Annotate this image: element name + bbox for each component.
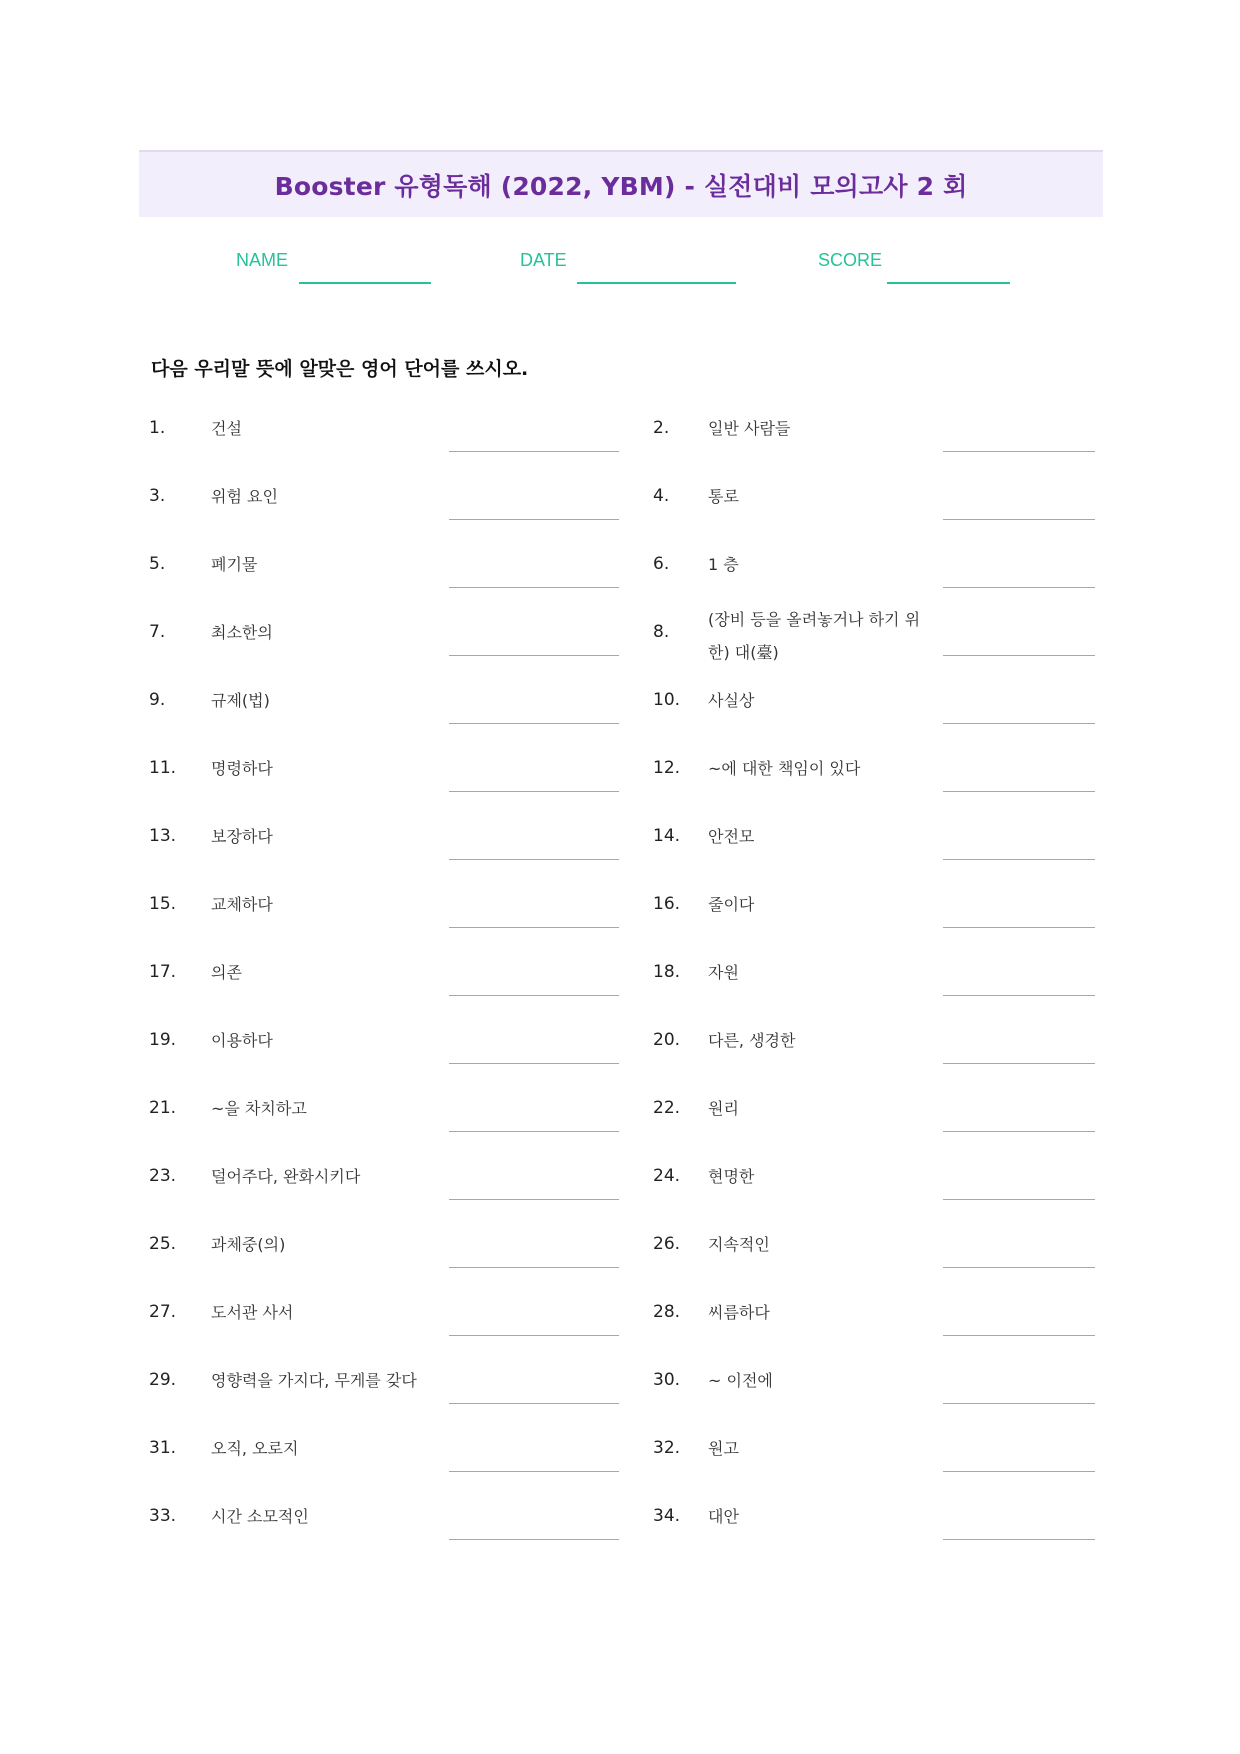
korean-meaning: ~ 이전에 bbox=[708, 1371, 773, 1390]
item-number: 8. bbox=[653, 622, 670, 642]
item-number: 10. bbox=[653, 690, 681, 710]
item-number: 6. bbox=[653, 554, 670, 574]
korean-meaning: 대안 bbox=[708, 1507, 739, 1526]
item-number: 11. bbox=[149, 758, 177, 778]
item-number: 21. bbox=[149, 1098, 177, 1118]
korean-meaning: 최소한의 bbox=[211, 623, 273, 642]
item-number: 28. bbox=[653, 1302, 681, 1322]
korean-meaning: 명령하다 bbox=[211, 759, 273, 778]
answer-line[interactable] bbox=[943, 1539, 1095, 1540]
korean-meaning: 일반 사람들 bbox=[708, 419, 791, 438]
item-number: 9. bbox=[149, 690, 166, 710]
date-label: DATE bbox=[520, 250, 567, 270]
item-number: 24. bbox=[653, 1166, 681, 1186]
answer-line[interactable] bbox=[449, 1403, 619, 1404]
answer-line[interactable] bbox=[449, 1335, 619, 1336]
answer-line[interactable] bbox=[943, 1131, 1095, 1132]
answer-line[interactable] bbox=[943, 995, 1095, 996]
answer-line[interactable] bbox=[449, 451, 619, 452]
answer-line[interactable] bbox=[449, 859, 619, 860]
answer-line[interactable] bbox=[449, 1539, 619, 1540]
item-number: 22. bbox=[653, 1098, 681, 1118]
answer-line[interactable] bbox=[943, 1267, 1095, 1268]
item-number: 30. bbox=[653, 1370, 681, 1390]
korean-meaning: 의존 bbox=[211, 963, 242, 982]
korean-meaning: ~을 차치하고 bbox=[211, 1099, 307, 1118]
answer-line[interactable] bbox=[943, 791, 1095, 792]
korean-meaning: 원고 bbox=[708, 1439, 739, 1458]
answer-line[interactable] bbox=[943, 1403, 1095, 1404]
korean-meaning: 줄이다 bbox=[708, 895, 755, 914]
item-number: 2. bbox=[653, 418, 670, 438]
korean-meaning: 위험 요인 bbox=[211, 487, 278, 506]
instruction-text: 다음 우리말 뜻에 알맞은 영어 단어를 쓰시오. bbox=[151, 358, 529, 380]
korean-meaning: 현명한 bbox=[708, 1167, 755, 1186]
korean-meaning: 건설 bbox=[211, 419, 242, 438]
answer-line[interactable] bbox=[449, 791, 619, 792]
answer-line[interactable] bbox=[449, 1267, 619, 1268]
answer-line[interactable] bbox=[943, 1063, 1095, 1064]
title-banner bbox=[139, 150, 1103, 217]
answer-line[interactable] bbox=[449, 655, 619, 656]
item-number: 17. bbox=[149, 962, 177, 982]
item-number: 25. bbox=[149, 1234, 177, 1254]
korean-meaning: 폐기물 bbox=[211, 555, 258, 574]
korean-meaning: 1 층 bbox=[708, 555, 739, 574]
item-number: 4. bbox=[653, 486, 670, 506]
answer-line[interactable] bbox=[449, 587, 619, 588]
answer-line[interactable] bbox=[449, 1199, 619, 1200]
answer-line[interactable] bbox=[943, 1471, 1095, 1472]
item-number: 27. bbox=[149, 1302, 177, 1322]
korean-meaning: 이용하다 bbox=[211, 1031, 273, 1050]
answer-line[interactable] bbox=[943, 1199, 1095, 1200]
name-field[interactable] bbox=[299, 282, 431, 284]
item-number: 16. bbox=[653, 894, 681, 914]
answer-line[interactable] bbox=[943, 519, 1095, 520]
answer-line[interactable] bbox=[449, 519, 619, 520]
korean-meaning: 과체중(의) bbox=[211, 1235, 286, 1254]
item-number: 34. bbox=[653, 1506, 681, 1526]
korean-meaning: 통로 bbox=[708, 487, 739, 506]
item-number: 1. bbox=[149, 418, 166, 438]
item-number: 12. bbox=[653, 758, 681, 778]
answer-line[interactable] bbox=[943, 587, 1095, 588]
korean-meaning: 교체하다 bbox=[211, 895, 273, 914]
answer-line[interactable] bbox=[943, 927, 1095, 928]
korean-meaning: 지속적인 bbox=[708, 1235, 770, 1254]
korean-meaning: 안전모 bbox=[708, 827, 755, 846]
score-label: SCORE bbox=[818, 250, 883, 270]
korean-meaning: 도서관 사서 bbox=[211, 1303, 294, 1322]
korean-meaning: 영향력을 가지다, 무게를 갖다 bbox=[211, 1371, 417, 1390]
item-number: 13. bbox=[149, 826, 177, 846]
answer-line[interactable] bbox=[943, 655, 1095, 656]
item-number: 20. bbox=[653, 1030, 681, 1050]
item-number: 33. bbox=[149, 1506, 177, 1526]
answer-line[interactable] bbox=[943, 451, 1095, 452]
korean-meaning: ~에 대한 책임이 있다 bbox=[708, 759, 861, 778]
item-number: 15. bbox=[149, 894, 177, 914]
item-number: 18. bbox=[653, 962, 681, 982]
korean-meaning: 규제(법) bbox=[211, 691, 270, 710]
item-number: 32. bbox=[653, 1438, 681, 1458]
page-title: Booster 유형독해 (2022, YBM) - 실전대비 모의고사 2 회 bbox=[274, 171, 968, 201]
answer-line[interactable] bbox=[943, 1335, 1095, 1336]
korean-meaning: 오직, 오로지 bbox=[211, 1439, 299, 1458]
korean-meaning: 시간 소모적인 bbox=[211, 1507, 309, 1526]
korean-meaning: 원리 bbox=[708, 1099, 739, 1118]
answer-line[interactable] bbox=[449, 723, 619, 724]
korean-meaning: 다른, 생경한 bbox=[708, 1031, 796, 1050]
korean-meaning: 사실상 bbox=[708, 691, 755, 710]
answer-line[interactable] bbox=[449, 1131, 619, 1132]
answer-line[interactable] bbox=[449, 995, 619, 996]
score-field[interactable] bbox=[887, 282, 1010, 284]
answer-line[interactable] bbox=[449, 927, 619, 928]
answer-line[interactable] bbox=[943, 723, 1095, 724]
korean-meaning: 보장하다 bbox=[211, 827, 273, 846]
answer-line[interactable] bbox=[449, 1063, 619, 1064]
korean-meaning: 자원 bbox=[708, 963, 739, 982]
name-label: NAME bbox=[236, 250, 289, 270]
korean-meaning: 덜어주다, 완화시키다 bbox=[211, 1167, 361, 1186]
answer-line[interactable] bbox=[943, 859, 1095, 860]
item-number: 19. bbox=[149, 1030, 177, 1050]
item-number: 14. bbox=[653, 826, 681, 846]
item-number: 31. bbox=[149, 1438, 177, 1458]
item-number: 29. bbox=[149, 1370, 177, 1390]
item-number: 26. bbox=[653, 1234, 681, 1254]
date-field[interactable] bbox=[577, 282, 736, 284]
item-number: 7. bbox=[149, 622, 166, 642]
item-number: 5. bbox=[149, 554, 166, 574]
korean-meaning: 씨름하다 bbox=[708, 1303, 770, 1322]
item-number: 3. bbox=[149, 486, 166, 506]
korean-meaning: (장비 등을 올려놓거나 하기 위한) 대(臺) bbox=[708, 610, 921, 662]
answer-line[interactable] bbox=[449, 1471, 619, 1472]
item-number: 23. bbox=[149, 1166, 177, 1186]
